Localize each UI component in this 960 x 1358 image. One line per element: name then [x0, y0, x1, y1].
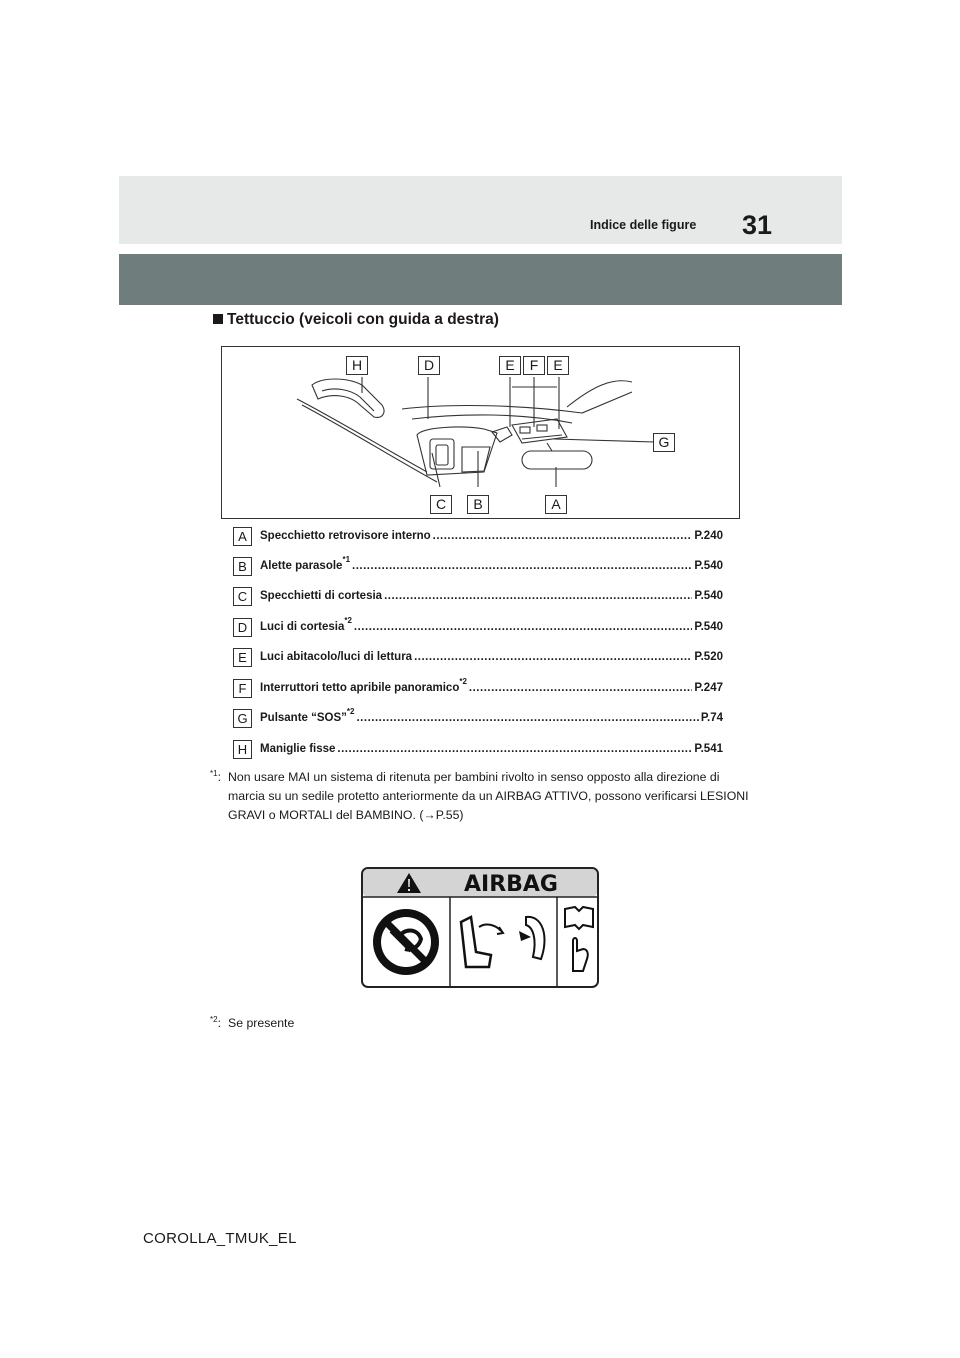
page-number: 31	[742, 210, 773, 240]
list-item	[233, 527, 723, 547]
callout-label: A	[545, 495, 567, 514]
list-item: G Pulsante “SOS” *2 ..... P.74	[233, 709, 723, 729]
item-name: Luci di cortesia	[260, 621, 345, 633]
page-reference[interactable]: P.540	[694, 560, 723, 572]
callout-label: B	[467, 495, 489, 514]
list-item: D Luci di cortesia *2 ..... P.540	[233, 618, 723, 638]
roof-illustration	[221, 346, 740, 519]
list-item: B Alette parasole *1 ..... P.540	[233, 557, 723, 577]
callout-label: F	[523, 356, 545, 375]
page-reference[interactable]: P.541	[694, 743, 723, 755]
item-key: A	[233, 527, 252, 546]
list-item	[233, 587, 723, 607]
chapter-title: Indice delle figure	[590, 218, 697, 232]
item-key: D	[233, 618, 252, 637]
callout-label: H	[346, 356, 368, 375]
item-key: C	[233, 587, 252, 606]
page-reference[interactable]: P.240	[694, 530, 723, 542]
item-name: Specchietto retrovisore interno	[260, 530, 431, 542]
item-key: H	[233, 740, 252, 759]
header-band	[119, 176, 842, 244]
page-reference[interactable]: P.540	[694, 590, 723, 602]
item-key: E	[233, 648, 252, 667]
airbag-warning-label	[361, 867, 599, 988]
square-bullet-icon	[213, 314, 223, 324]
section-title: Tettuccio (veicoli con guida a destra)	[213, 311, 499, 329]
list-item: F Interruttori tetto apribile panoramico *2 ..... P.247	[233, 679, 723, 699]
item-name: Luci abitacolo/luci di lettura	[260, 651, 413, 663]
item-name: Alette parasole	[260, 560, 343, 572]
document-code: COROLLA_TMUK_EL	[143, 1230, 297, 1247]
callout-label: C	[430, 495, 452, 514]
list-item	[233, 740, 723, 760]
item-name: Specchietti di cortesia	[260, 590, 383, 602]
callout-label: E	[499, 356, 521, 375]
page-reference[interactable]: P.540	[694, 621, 723, 633]
callout-label: D	[418, 356, 440, 375]
item-key: G	[233, 709, 252, 728]
footnote-2: $^{*2}$: Se presente	[210, 1015, 295, 1030]
item-name: Pulsante “SOS”	[260, 712, 347, 724]
page-reference[interactable]: P.74	[700, 712, 723, 724]
footnote-1: $^{*1}$: Non usare MAI un sistema di ritenuta per bambini rivolto in senso opposto alla direzione di marcia su un sedile protetto anteriormente da un AIRBAG ATTIVO, possono verificarsi LESIONI GRAVI o MORTALI del BAMBINO. (→P.55)	[210, 768, 756, 825]
item-key: F	[233, 679, 252, 698]
item-name: Interruttori tetto apribile panoramico	[260, 682, 460, 694]
page-reference[interactable]: P.247	[694, 682, 723, 694]
footnote-2-text: Se presente	[228, 1016, 295, 1030]
callout-label: G	[653, 433, 675, 452]
callout-label: E	[547, 356, 569, 375]
list-item	[233, 648, 723, 668]
item-key: B	[233, 557, 252, 576]
airbag-title: AIRBAG	[463, 872, 559, 897]
footnote-1-text: Non usare MAI un sistema di ritenuta per bambini rivolto in senso opposto alla direzione di marcia su un sedile protetto anteriormente da un AIRBAG ATTIVO, possono verificarsi LESIONI GRAVI o MORTALI del BAMBINO. (→P.55)	[228, 770, 749, 822]
item-name: Maniglie fisse	[260, 743, 336, 755]
page-reference[interactable]: P.520	[694, 651, 723, 663]
header-dark-band	[119, 254, 842, 305]
